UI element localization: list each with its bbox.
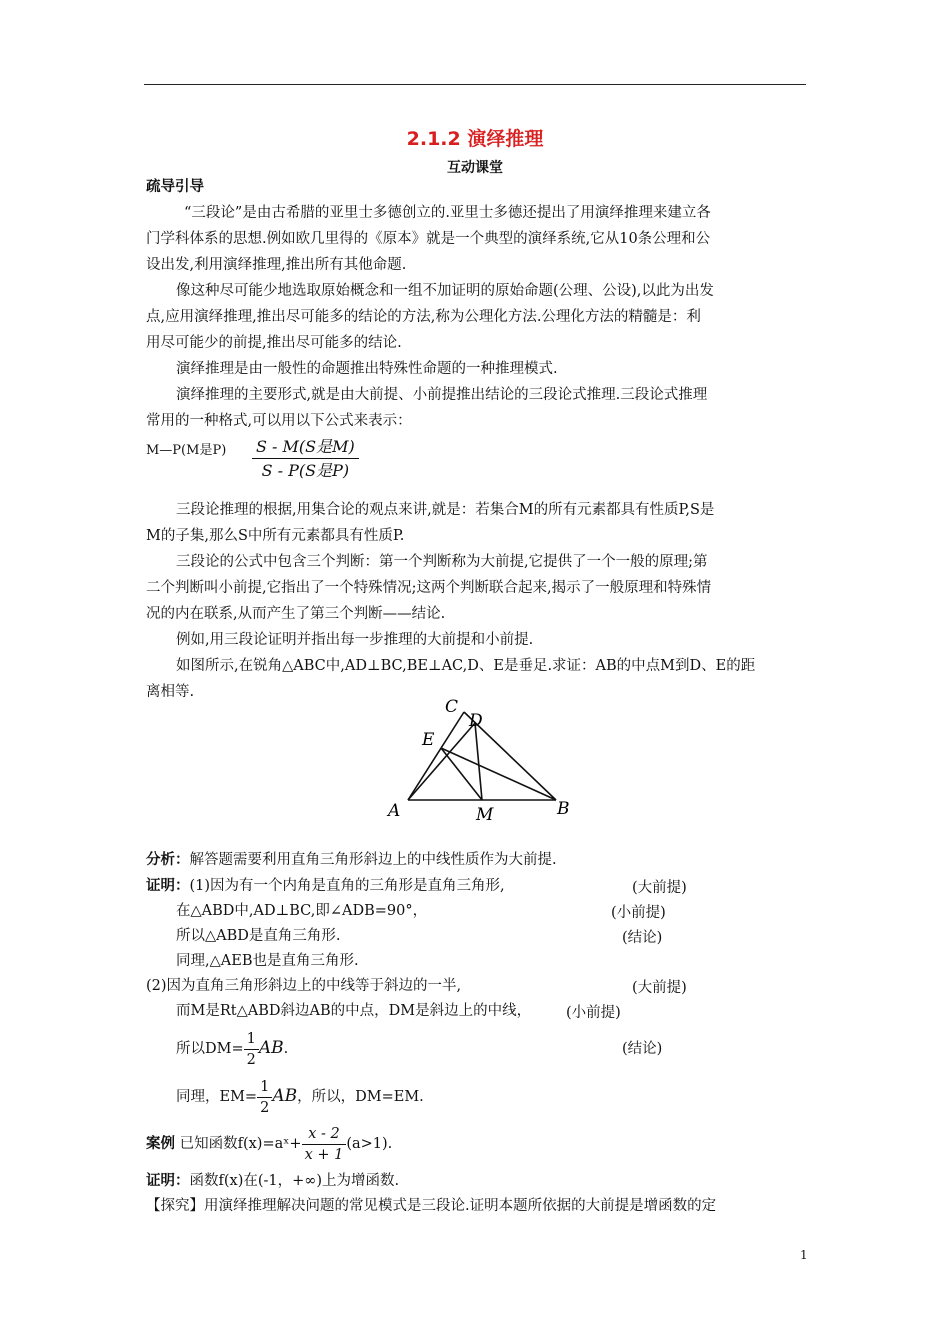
label-b: B [557, 799, 570, 819]
paragraph-line: 像这种尽可能少地选取原始概念和一组不加证明的原始命题(公理、公设),以此为出发 [176, 283, 714, 299]
fraction-numerator: 1 [244, 1029, 259, 1050]
label-d: D [469, 711, 483, 731]
page-subtitle: 互动课堂 [447, 160, 503, 176]
proof-tag: (结论) [622, 930, 663, 946]
fraction-numerator: x - 2 [302, 1124, 347, 1145]
paragraph-line: 例如,用三段论证明并指出每一步推理的大前提和小前提. [176, 632, 534, 648]
page-number: 1 [800, 1248, 808, 1262]
paragraph-line: 二个判断叫小前提,它指出了一个特殊情况;这两个判断联合起来,揭示了一般原理和特殊情 [146, 580, 712, 596]
side-ac [408, 712, 464, 800]
proof-step: 同理,△AEB也是直角三角形. [176, 953, 359, 969]
header-rule [144, 84, 806, 85]
proof-step-fraction [176, 1026, 838, 1070]
proof-tag: (大前提) [632, 980, 687, 996]
proof-step: (1)因为有一个内角是直角的三角形是直角三角形, [189, 878, 505, 894]
median-em [441, 748, 482, 800]
paragraph-line: 设出发,利用演绎推理,推出所有其他命题. [146, 257, 407, 273]
proof-tag: (小前提) [566, 1005, 621, 1021]
proof-text: ，所以，DM=EM. [297, 1089, 424, 1105]
proof-text: 同理，EM= [176, 1089, 258, 1105]
proof-tag: (结论) [622, 1041, 663, 1057]
explore-line: 【探究】用演绎推理解决问题的常见模式是三段论.证明本题所依据的大前提是增函数的定 [146, 1198, 717, 1214]
paragraph-line: 门学科体系的思想.例如欧几里得的《原本》就是一个典型的演绎系统,它从10条公理和公 [146, 231, 711, 247]
page-title: 2.1.2 演绎推理 [406, 128, 544, 150]
proof-text: . [283, 1041, 289, 1057]
case-text: 已知函数f(x)=aˣ+ [179, 1136, 302, 1152]
fraction-half [244, 1029, 259, 1070]
proof-step: 而M是Rt△ABD斜边AB的中点，DM是斜边上的中线， [176, 1003, 532, 1019]
case-proof-line [146, 1171, 808, 1191]
paragraph-line: 如图所示,在锐角△ABC中,AD⊥BC,BE⊥AC,D、E是垂足.求证：AB的中点M到D、E的距 [176, 658, 756, 674]
paragraph-line: 点,应用演绎推理,推出尽可能多的结论的方法,称为公理化方法.公理化方法的精髓是：利 [146, 309, 701, 325]
paragraph-line: M的子集,那么S中所有元素都具有性质P. [146, 528, 405, 544]
fraction-denominator: 2 [246, 1051, 256, 1068]
analysis-label: 分析： [146, 852, 190, 868]
case-label: 案例 [146, 1136, 175, 1152]
triangle-figure [380, 692, 580, 827]
paragraph-line: 三段论推理的根据,用集合论的观点来讲,就是：若集合M的所有元素都具有性质P,S是 [176, 502, 715, 518]
proof-tag: (大前提) [632, 880, 687, 896]
fraction-half [257, 1077, 272, 1118]
paragraph-line: 用尽可能少的前提,推出尽可能多的结论. [146, 335, 402, 351]
paragraph-line: 演绎推理的主要形式,就是由大前提、小前提推出结论的三段论式推理.三段论式推理 [176, 387, 708, 403]
formula-left: M—P(M是P) [146, 443, 227, 458]
paragraph-line: 常用的一种格式,可以用以下公式来表示： [146, 413, 412, 429]
proof-line [146, 876, 808, 896]
case-text: (a>1). [346, 1136, 393, 1152]
paragraph-line: 况的内在联系,从而产生了第三个判断——结论. [146, 606, 446, 622]
label-c: C [445, 697, 459, 717]
fraction-numerator: 1 [257, 1077, 272, 1098]
case-fraction [302, 1124, 347, 1165]
analysis-text: 解答题需要利用直角三角形斜边上的中线性质作为大前提. [189, 852, 557, 868]
altitude-ad [408, 723, 475, 800]
label-e: E [422, 730, 435, 750]
formula-numerator: S - M(S是M) [252, 436, 359, 459]
proof-step: 在△ABD中,AD⊥BC,即∠ADB=90°， [176, 903, 428, 919]
paragraph-line: 离相等. [146, 684, 195, 700]
formula-denominator: S - P(S是P) [261, 461, 350, 480]
median-dm [475, 723, 482, 800]
math-ab: AB [258, 1038, 284, 1058]
label-m: M [476, 805, 494, 825]
paragraph-line: “三段论”是由古希腊的亚里士多德创立的.亚里士多德还提出了用演绎推理来建立各 [184, 205, 711, 221]
case-line [146, 1122, 808, 1166]
fraction-denominator: 2 [260, 1099, 270, 1116]
paragraph-line: 演绎推理是由一般性的命题推出特殊性命题的一种推理模式. [176, 361, 558, 377]
proof-step: 所以△ABD是直角三角形. [176, 928, 341, 944]
math-ab: AB [272, 1086, 298, 1106]
case-proof-label: 证明： [146, 1173, 190, 1189]
proof-label: 证明： [146, 878, 190, 894]
proof-tag: (小前提) [611, 905, 666, 921]
paragraph-line: 三段论的公式中包含三个判断：第一个判断称为大前提,它提供了一个一般的原理;第 [176, 554, 708, 570]
syllogism-formula [252, 436, 359, 483]
case-proof-text: 函数f(x)在(-1，+∞)上为增函数. [189, 1173, 400, 1189]
proof-text: 所以DM= [176, 1041, 244, 1057]
fraction-denominator: x + 1 [304, 1146, 344, 1163]
label-a: A [388, 801, 401, 821]
proof-step-fraction [176, 1074, 838, 1118]
altitude-be [441, 748, 556, 800]
proof-step: (2)因为直角三角形斜边上的中线等于斜边的一半, [146, 978, 462, 994]
section-heading: 疏导引导 [146, 179, 204, 195]
analysis-line [146, 850, 808, 870]
